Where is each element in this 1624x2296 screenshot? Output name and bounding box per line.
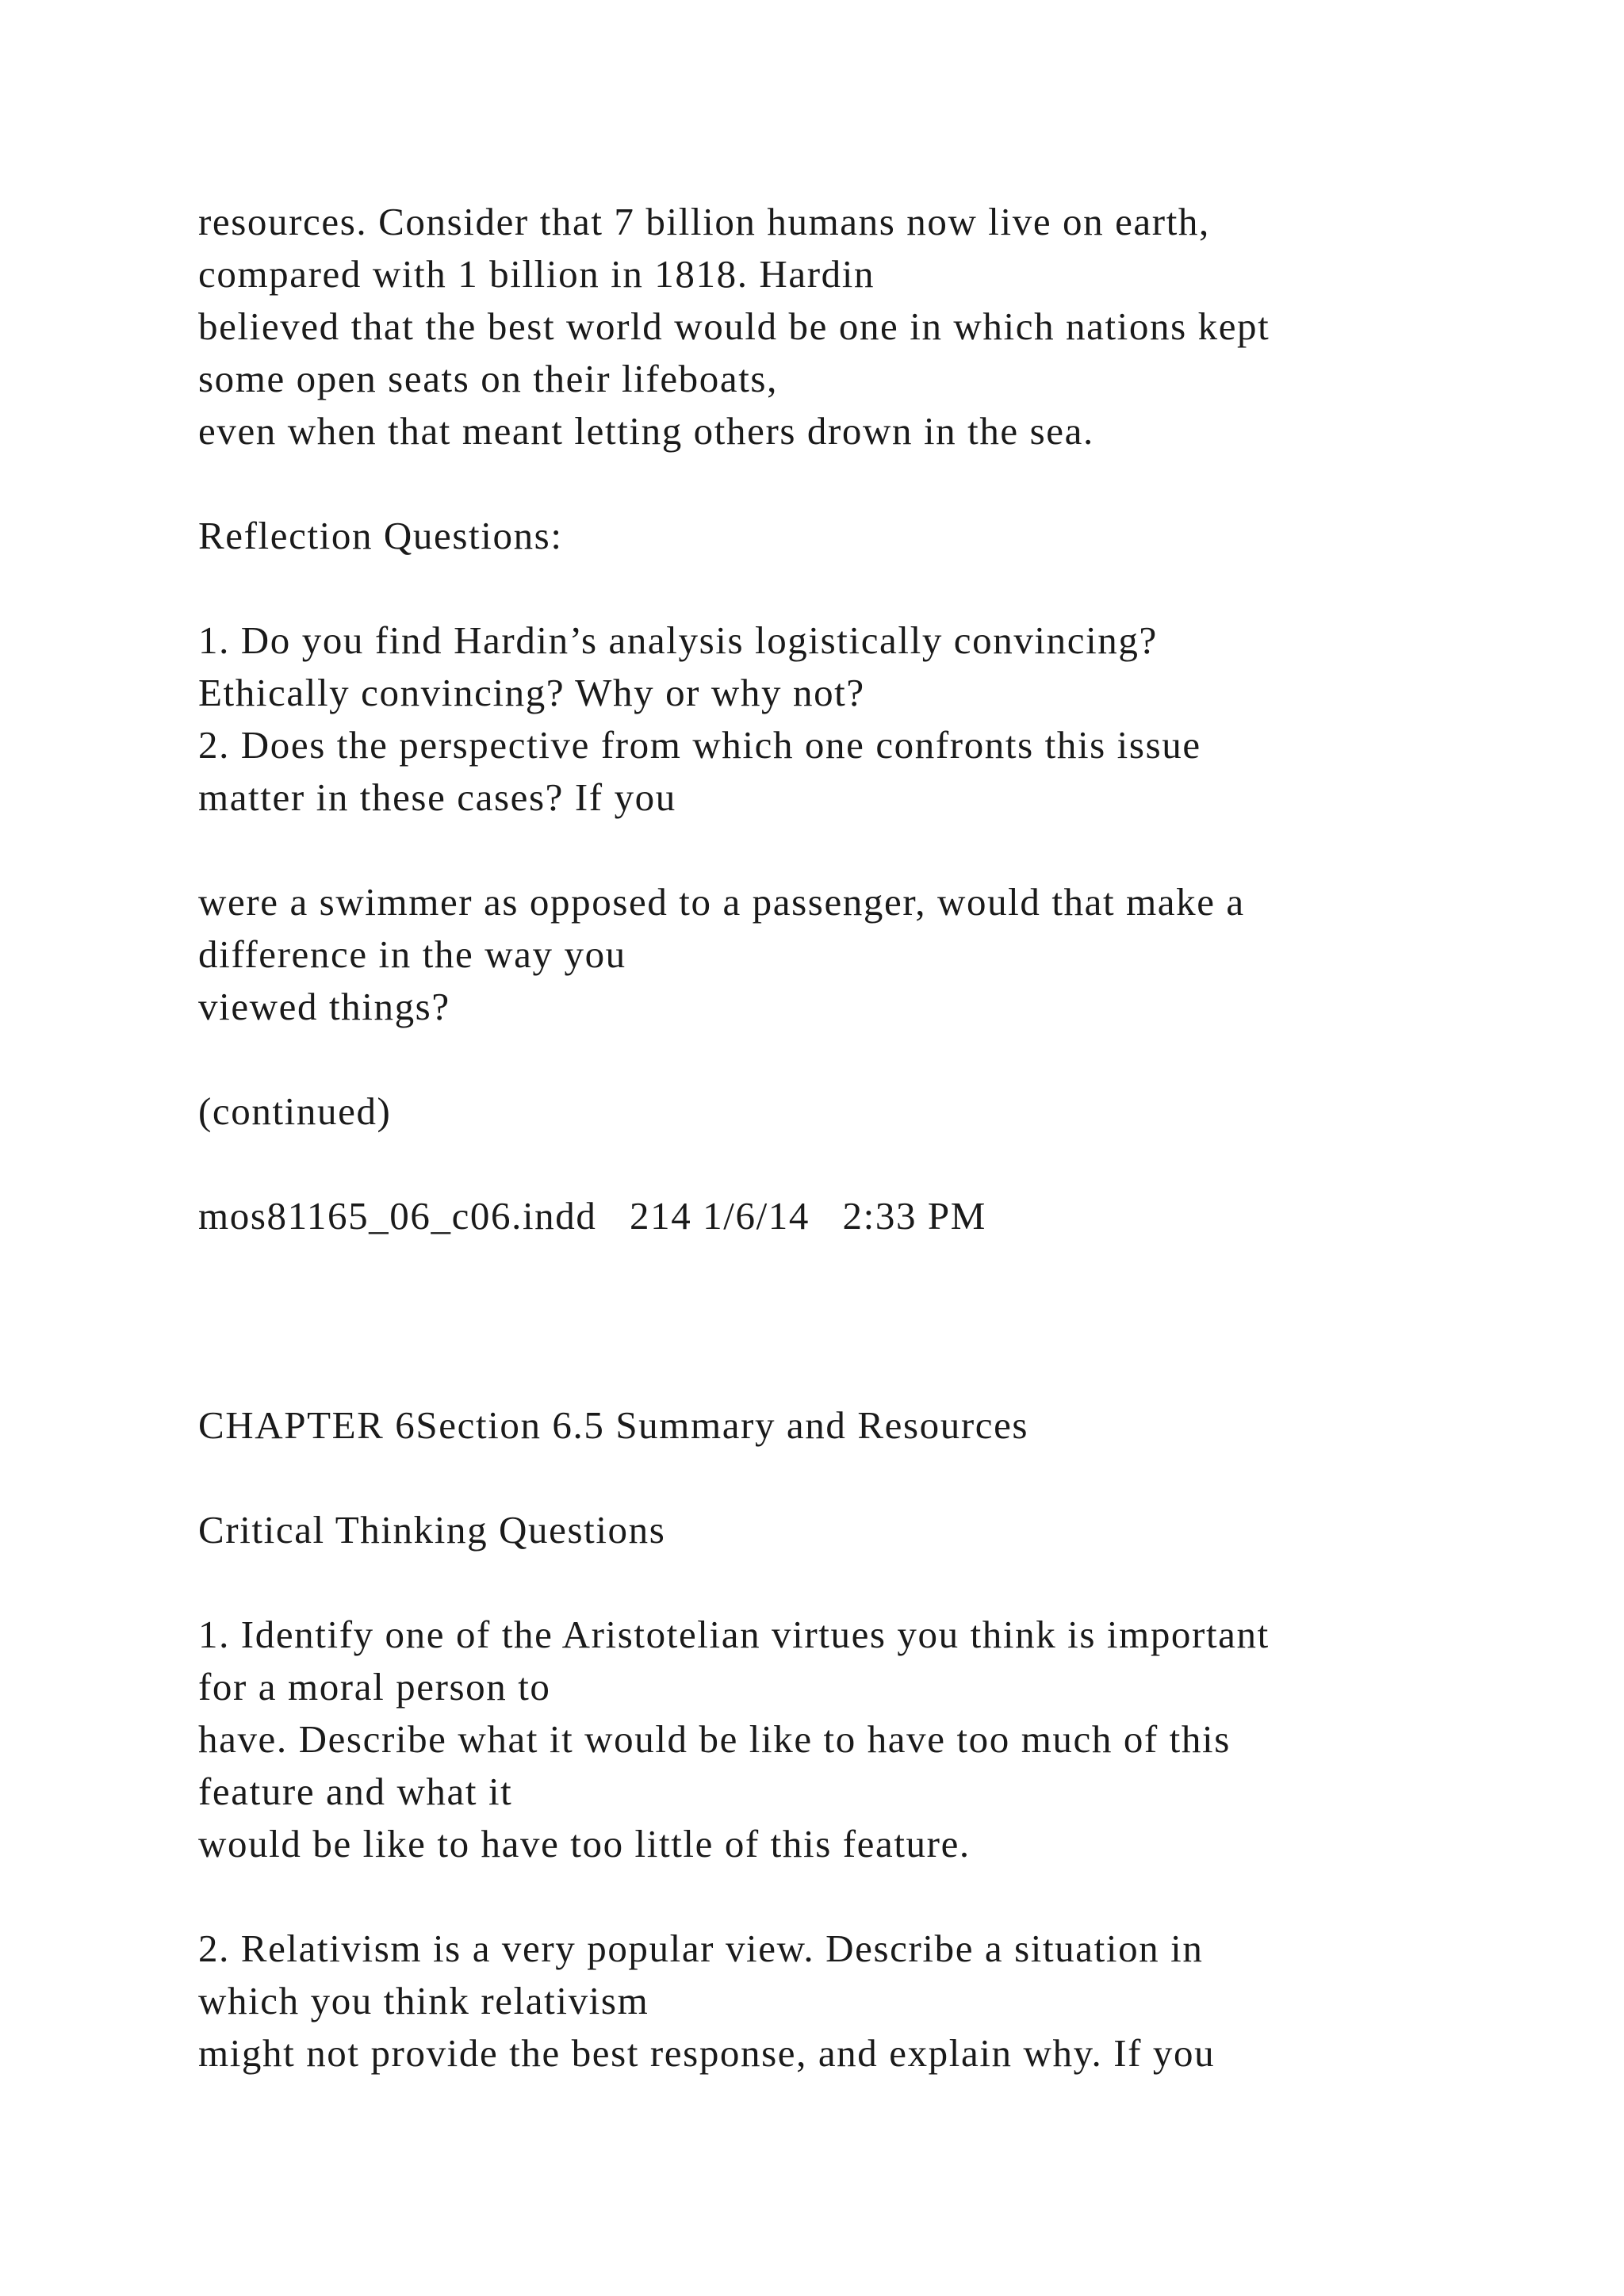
file-footer: mos81165_06_c06.indd 214 1/6/14 2:33 PM xyxy=(198,1194,986,1238)
critical-question-line: which you think relativism xyxy=(198,1979,649,2022)
reflection-question-line: matter in these cases? If you xyxy=(198,775,676,819)
critical-question-line: might not provide the best response, and explain why. If you xyxy=(198,2031,1216,2075)
critical-question-line: for a moral person to xyxy=(198,1665,551,1709)
chapter-heading: CHAPTER 6Section 6.5 Summary and Resources xyxy=(198,1403,1029,1447)
critical-question-line: 2. Relativism is a very popular view. Describe a situation in xyxy=(198,1927,1204,1970)
body-text-line: even when that meant letting others drown in the sea. xyxy=(198,409,1094,453)
body-text-line: compared with 1 billion in 1818. Hardin xyxy=(198,252,875,296)
reflection-question-line: were a swimmer as opposed to a passenger, would that make a xyxy=(198,880,1245,924)
reflection-question-line: Ethically convincing? Why or why not? xyxy=(198,671,865,714)
reflection-heading: Reflection Questions: xyxy=(198,514,563,557)
body-text-line: believed that the best world would be one in which nations kept xyxy=(198,304,1270,348)
critical-question-line: 1. Identify one of the Aristotelian virtues you think is important xyxy=(198,1613,1270,1656)
continued-label: (continued) xyxy=(198,1089,392,1133)
critical-thinking-heading: Critical Thinking Questions xyxy=(198,1508,666,1552)
reflection-question-line: difference in the way you xyxy=(198,932,626,976)
reflection-question-line: viewed things? xyxy=(198,985,450,1028)
critical-question-line: have. Describe what it would be like to have too much of this xyxy=(198,1717,1231,1761)
critical-question-line: feature and what it xyxy=(198,1770,513,1813)
reflection-question-line: 1. Do you find Hardin’s analysis logistically convincing? xyxy=(198,618,1158,662)
body-text-line: resources. Consider that 7 billion humans now live on earth, xyxy=(198,200,1210,243)
body-text-line: some open seats on their lifeboats, xyxy=(198,357,778,400)
critical-question-line: would be like to have too little of this feature. xyxy=(198,1822,971,1866)
reflection-question-line: 2. Does the perspective from which one confronts this issue xyxy=(198,723,1201,767)
